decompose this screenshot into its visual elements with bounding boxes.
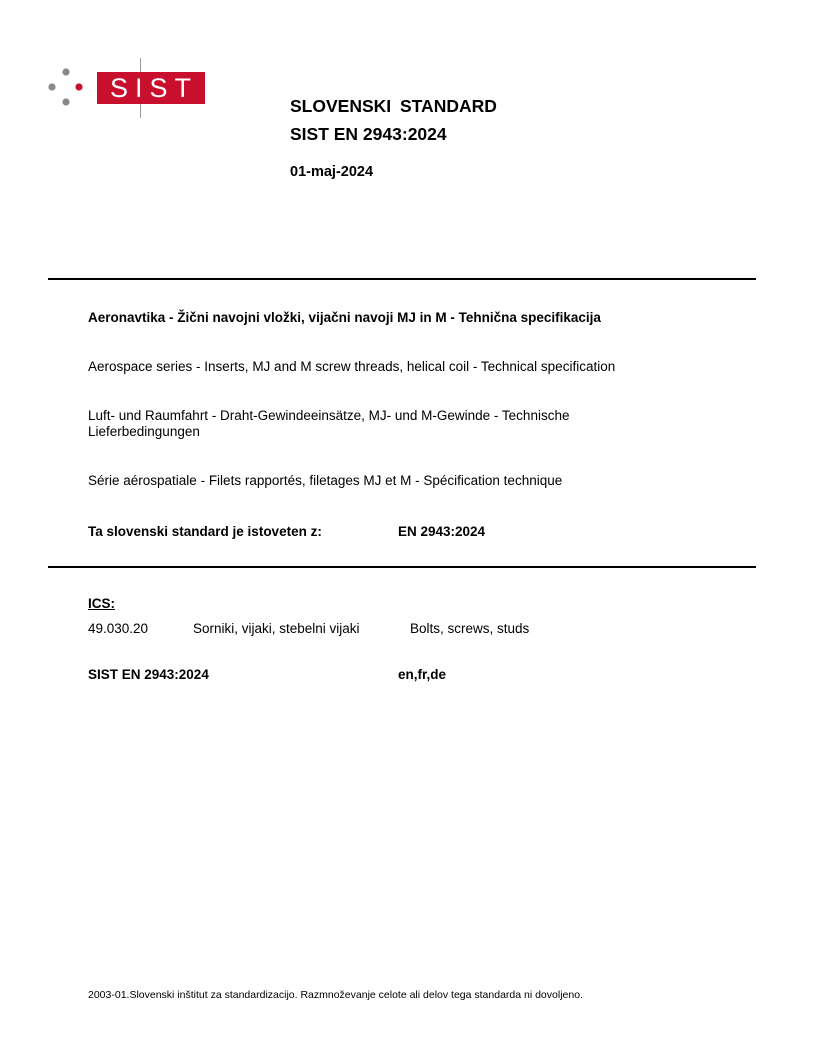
middle-rule <box>48 566 756 568</box>
top-rule <box>48 278 756 280</box>
ics-description-en: Bolts, screws, studs <box>410 621 530 636</box>
sist-logo-dots <box>46 66 88 110</box>
sist-logo-box: SIST <box>97 72 205 104</box>
logo-dot-right <box>75 83 82 90</box>
title-french: Série aérospatiale - Filets rapportés, filetages MJ et M - Spécification technique <box>88 473 563 488</box>
bottom-standard-code: SIST EN 2943:2024 <box>88 667 209 682</box>
identity-value: EN 2943:2024 <box>398 524 486 539</box>
title-slovenian: Aeronavtika - Žični navojni vložki, vijačni navoji MJ in M - Tehnična specifikacija <box>88 310 601 325</box>
logo-dot-bottom <box>62 98 69 105</box>
title-german-line1: Luft- und Raumfahrt - Draht-Gewindeeinsätze, MJ- und M-Gewinde - Technische <box>88 408 570 423</box>
logo-dot-left <box>48 83 55 90</box>
identity-label: Ta slovenski standard je istoveten z: <box>88 524 322 539</box>
ics-description-sl: Sorniki, vijaki, stebelni vijaki <box>193 621 360 636</box>
title-english: Aerospace series - Inserts, MJ and M screw threads, helical coil - Technical specification <box>88 359 616 374</box>
ics-code: 49.030.20 <box>88 621 149 636</box>
document-type: SLOVENSKI STANDARD <box>290 96 497 116</box>
standard-code: SIST EN 2943:2024 <box>290 124 447 144</box>
ics-label: ICS: <box>88 596 115 611</box>
languages: en,fr,de <box>398 667 447 682</box>
publication-date: 01-maj-2024 <box>290 164 374 180</box>
copyright-footer: 2003-01.Slovenski inštitut za standardizacijo. Razmnoževanje celote ali delov tega standarda ni dovoljeno. <box>88 989 583 1001</box>
logo-dot-top <box>62 68 69 75</box>
title-german-line2: Lieferbedingungen <box>88 424 200 439</box>
